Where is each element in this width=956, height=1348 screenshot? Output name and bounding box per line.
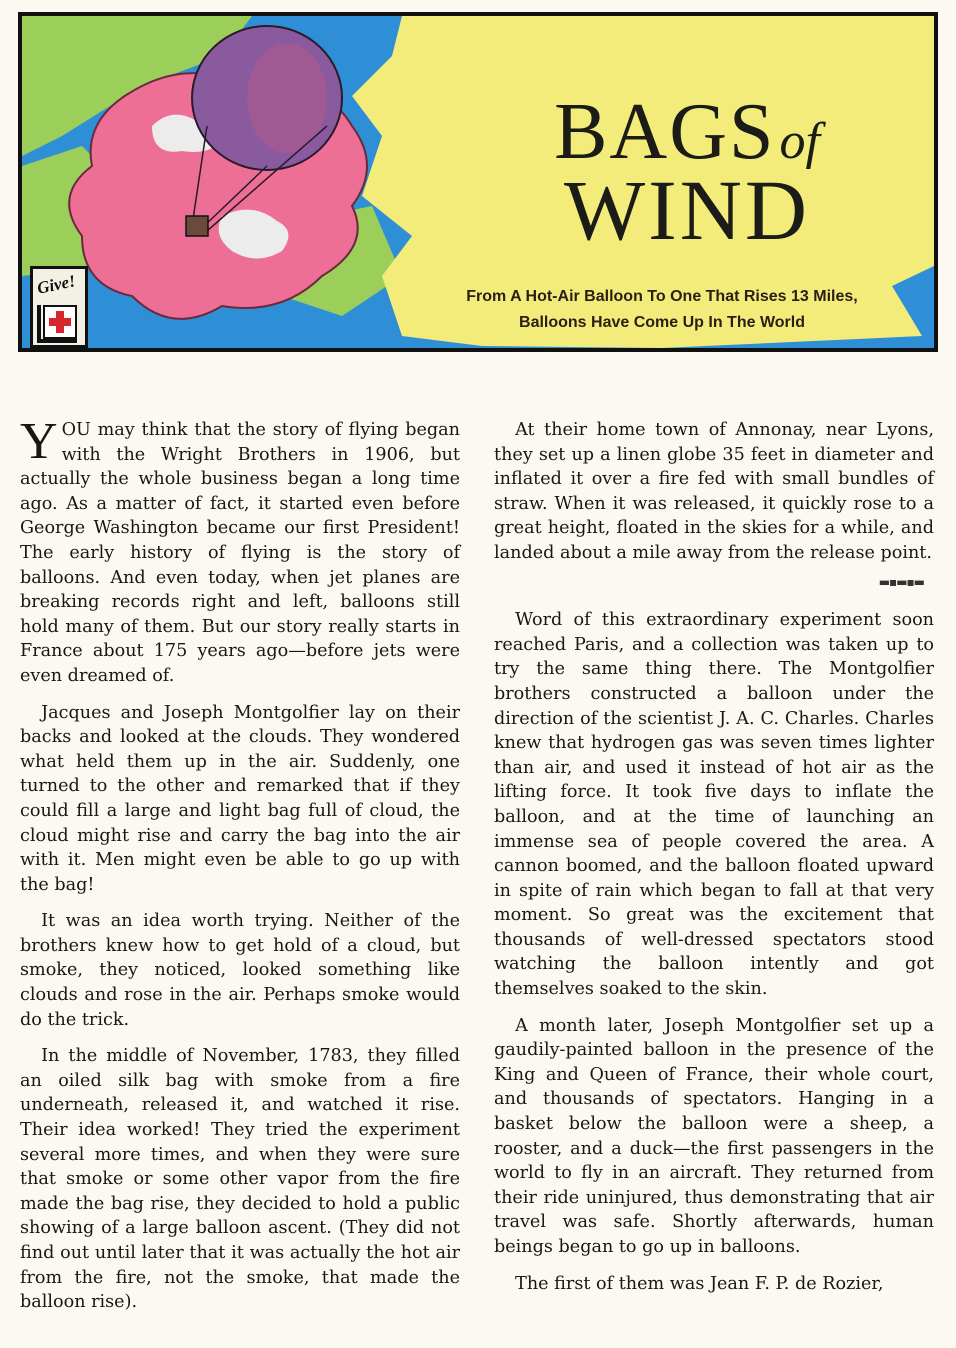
badge-text: Give! (35, 271, 78, 298)
article-column-left (20, 413, 460, 1327)
drop-cap: Y (20, 413, 58, 470)
title-word-of: of (779, 113, 820, 170)
paragraph-text: OU may think that the story of flying began with the Wright Brothers in 1906, but actually the whole business began a long time ago. As a matter of fact, it started even before George Washington became our first President! The early history of flying is the story of balloons. And even today, when jet planes are breaking records right and left, balloons still hold many of them. But our story really starts in France about 175 years ago—before jets were even dreamed of. (20, 420, 460, 686)
paragraph: A month later, Joseph Montgolfier set up a gaudily-painted balloon in the presence of the King and Queen of France, their whole court, and thousands of spectators. Hanging in a basket below the balloon were a sheep, a rooster, and a duck—the first passengers in the world to fly in an aircraft. They returned from their ride uninjured, thus demonstrating that air travel was safe. Shortly afterwards, human beings began to go up in balloons. (494, 1015, 934, 1257)
paragraph: The first of them was Jean F. P. de Rozier, (515, 1273, 884, 1294)
subtitle-line-2: Balloons Have Come Up In The World (519, 314, 805, 331)
section-divider-mark: ▬▪▬▪▬ (878, 574, 924, 589)
paragraph: Word of this extraordinary experiment soon reached Paris, and a collection was taken up to try the same thing there. The Montgolfier brothers constructed a balloon under the direction of the scientist J. A. C. Charles. Charles knew that hydrogen gas was seven times lighter than air, and used it instead of hot air as the lifting force. It took five days to inflate the balloon, and at the time of launching an immense sea of people covered the area. A cannon boomed, and the balloon floated upward in spite of rain which began to fall at that very moment. So great was the excitement that thousands of well-dressed spectators stood watching the balloon intently and got themselves soaked to the skin. (494, 610, 934, 1000)
paragraph: Jacques and Joseph Montgolfier lay on their backs and looked at the clouds. They wondered what held them up in the air. Suddenly, one turned to the other and remarked that if they could fill a large and light bag full of cloud, the cloud might rise and carry the bag into the air with it. Men might even be able to go up with the bag! (20, 702, 460, 895)
title-banner (18, 12, 938, 352)
badge-bar-bottom (37, 339, 77, 343)
red-cross-badge (30, 266, 88, 348)
paragraph (20, 413, 460, 689)
subtitle-line-1: From A Hot-Air Balloon To One That Rises 13 Miles, (466, 288, 858, 305)
page-title (492, 88, 882, 258)
title-word-wind: WIND (563, 162, 811, 258)
subtitle (412, 284, 912, 336)
paragraph: In the middle of November, 1783, they filled an oiled silk bag with smoke from a fire underneath, released it, and watched it rise. Their idea worked! They tried the experiment several more times, and when they were sure that smoke or some other vapor from the fire made the bag rise, they decided to hold a public showing of a large balloon ascent. (They did not find out until later that it was actually the hot air from the fire, not the smoke, that made the balloon rise). (20, 1046, 460, 1313)
article-column-right (494, 418, 934, 1308)
paragraph: At their home town of Annonay, near Lyons, they set up a linen globe 35 feet in diameter and inflated it over a fire fed with small bundles of straw. When it was released, it quickly rose to a great height, floated in the skies for a while, and landed about a mile away from the release point. (494, 420, 934, 563)
red-cross-icon (43, 305, 77, 339)
badge-bar-left (37, 305, 41, 341)
paragraph: It was an idea worth trying. Neither of the brothers knew how to get hold of a cloud, but smoke, they noticed, looked something like clouds and rose in the air. Perhaps smoke would do the trick. (20, 911, 460, 1030)
title-word-bags: BAGS (554, 88, 776, 176)
